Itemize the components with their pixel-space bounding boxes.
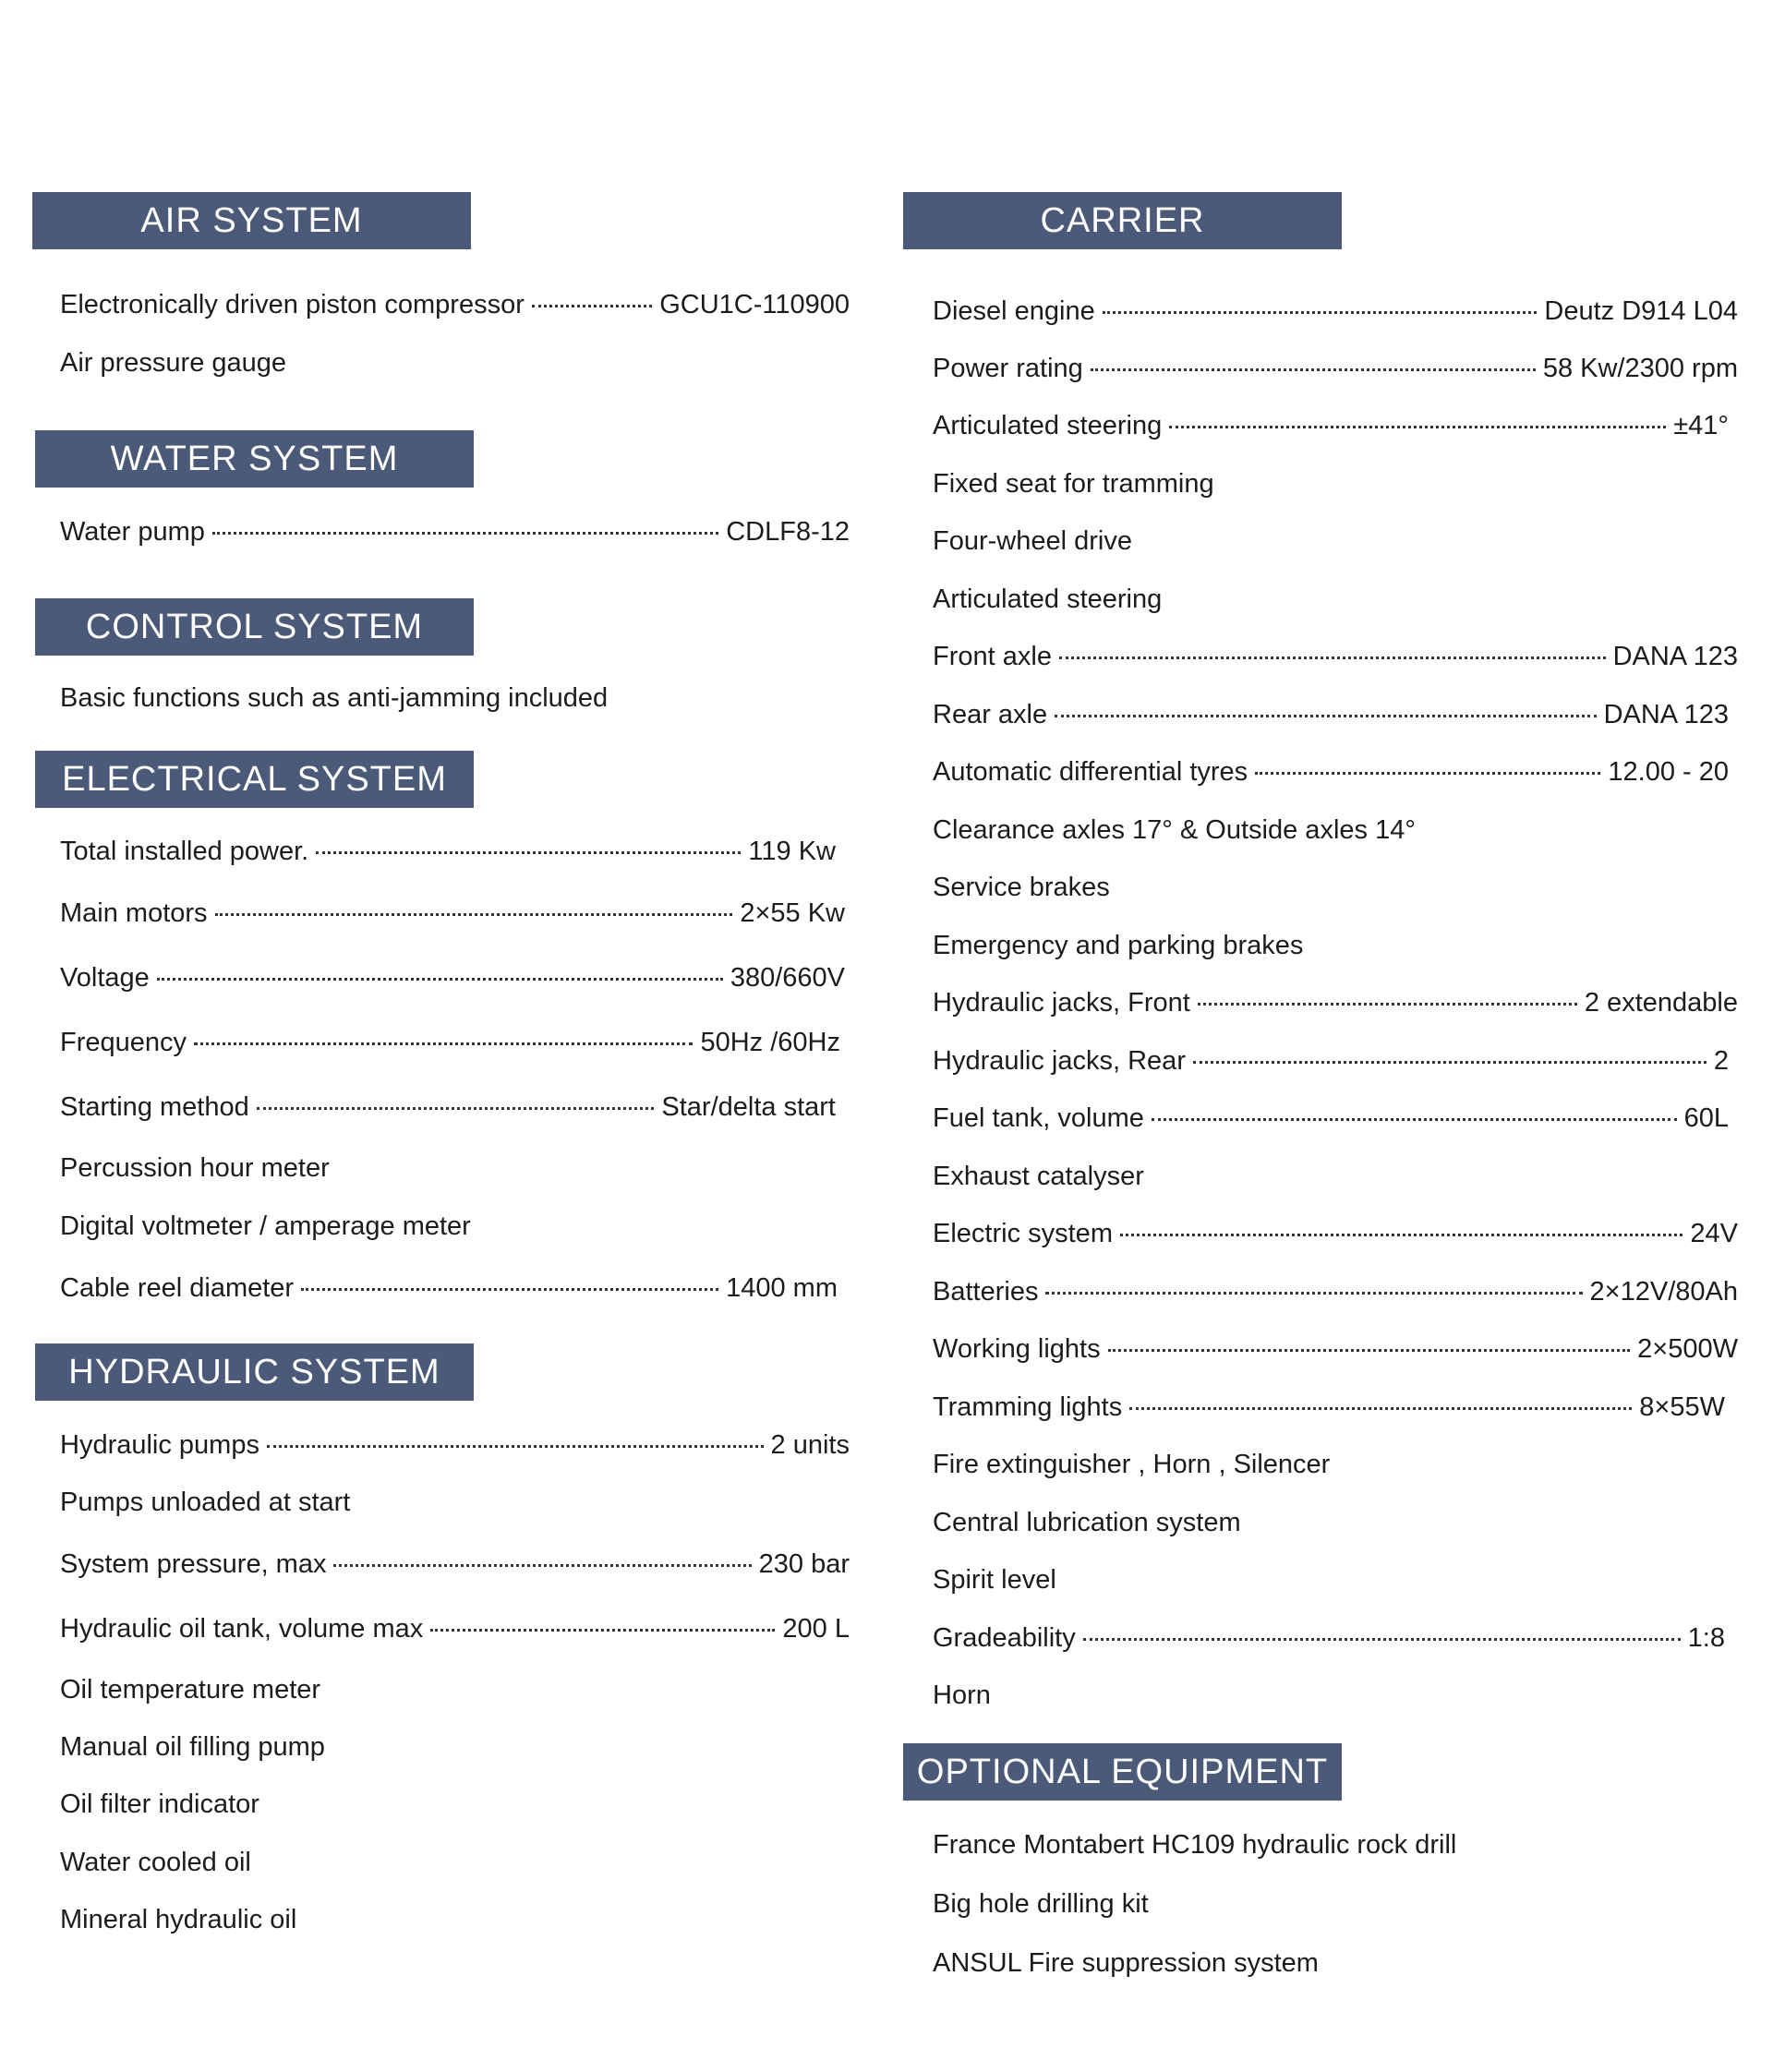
carrier-spec-row [933,407,1729,444]
spec-label: Hydraulic jacks, Rear [933,1046,1186,1076]
spec-label: Automatic differential tyres [933,757,1248,787]
electrical-spec-row [60,1270,838,1307]
carrier-spec-row [933,465,1214,502]
control-system-header: CONTROL SYSTEM [35,598,474,656]
dotted-leader [157,978,723,981]
hydraulic-spec-row [60,1671,320,1708]
spec-label: Rear axle [933,700,1048,729]
electrical-spec-row [60,1024,840,1061]
carrier-spec-row [933,1331,1738,1367]
carrier-spec-row [933,1504,1241,1541]
spec-label: Articulated steering [933,411,1163,440]
spec-label: Front axle [933,642,1052,671]
dotted-leader [301,1288,718,1291]
hydraulic-spec-row [60,1729,325,1765]
dotted-leader [1045,1292,1582,1295]
optional-equipment-header: OPTIONAL EQUIPMENT [903,1743,1342,1801]
carrier-header: CARRIER [903,192,1342,249]
carrier-spec-row [933,523,1132,560]
spec-label: Cable reel diameter [60,1273,295,1303]
carrier-spec-row [933,1620,1725,1656]
spec-label: Pumps unloaded at start [60,1488,351,1517]
hydraulic-spec-row [60,1786,259,1823]
spec-label: Electric system [933,1219,1113,1248]
dotted-leader [1083,1638,1681,1641]
spec-label: Working lights [933,1334,1101,1364]
carrier-spec-row [933,869,1110,906]
spec-value: 2 units [770,1430,850,1460]
dotted-leader [430,1629,775,1632]
carrier-spec-row [933,1215,1738,1252]
electrical-spec-row [60,895,845,932]
spec-label: Hydraulic pumps [60,1430,259,1460]
dotted-leader [1055,715,1596,717]
spec-label: Water cooled oil [60,1848,251,1877]
spec-value: 58 Kw/2300 rpm [1542,354,1738,383]
spec-label: Mineral hydraulic oil [60,1905,297,1934]
spec-label: Spirit level [933,1565,1056,1595]
spec-value: DANA 123 [1612,642,1738,671]
carrier-spec-row [933,293,1738,330]
dotted-leader [1169,426,1666,428]
electrical-spec-row [60,1089,836,1126]
dotted-leader [1193,1061,1707,1064]
dotted-leader [1198,1003,1577,1006]
spec-label: Fire extinguisher , Horn , Silencer [933,1450,1331,1479]
carrier-spec-row [933,696,1729,733]
spec-label: Manual oil filling pump [60,1732,325,1762]
carrier-spec-row [933,1677,991,1714]
hydraulic-spec-row [60,1844,251,1881]
spec-label: Frequency [60,1028,187,1057]
carrier-spec-row [933,581,1162,618]
spec-label: France Montabert HC109 hydraulic rock drill [933,1830,1457,1860]
carrier-spec-row [933,812,1416,849]
dotted-leader [194,1042,693,1045]
dotted-leader [212,532,718,535]
spec-label: Emergency and parking brakes [933,931,1304,960]
hydraulic-spec-row [60,1610,850,1647]
spec-value: 119 Kw [748,837,836,866]
air-spec-row [60,344,286,381]
dotted-leader [1120,1234,1683,1236]
dotted-leader [1152,1118,1677,1121]
carrier-spec-row [933,1042,1729,1079]
spec-label: Electronically driven piston compressor [60,290,525,319]
optional-spec-row [933,1885,1149,1922]
spec-value: ±41° [1673,411,1729,440]
spec-label: Gradeability [933,1623,1076,1653]
dotted-leader [215,913,733,916]
spec-label: Digital voltmeter / amperage meter [60,1211,471,1241]
spec-label: Fixed seat for tramming [933,469,1214,499]
dotted-leader [333,1564,751,1567]
spec-label: Clearance axles 17° & Outside axles 14° [933,815,1416,845]
spec-value: 230 bar [758,1549,850,1579]
spec-value: 50Hz /60Hz [700,1028,840,1057]
spec-label: Hydraulic oil tank, volume max [60,1614,424,1644]
spec-label: Air pressure gauge [60,348,287,378]
spec-label: Main motors [60,898,208,928]
optional-spec-row [933,1945,1319,1982]
spec-value: 1400 mm [726,1273,838,1303]
spec-label: System pressure, max [60,1549,327,1579]
spec-value: 2×12V/80Ah [1589,1277,1738,1307]
spec-value: 2 extendable [1584,988,1738,1018]
electrical-spec-row [60,959,845,996]
spec-value: 60L [1683,1103,1729,1133]
hydraulic-spec-row [60,1546,850,1583]
carrier-spec-row [933,1100,1729,1137]
spec-label: Total installed power. [60,837,309,866]
carrier-spec-row [933,984,1738,1021]
hydraulic-spec-row [60,1901,296,1938]
spec-label: Starting method [60,1092,249,1122]
spec-value: 200 L [782,1614,850,1644]
hydraulic-system-header: HYDRAULIC SYSTEM [35,1343,474,1401]
spec-value: 24V [1690,1219,1738,1248]
carrier-spec-row [933,1158,1144,1195]
spec-label: Articulated steering [933,584,1163,614]
hydraulic-spec-row [60,1484,350,1521]
spec-label: Power rating [933,354,1083,383]
spec-value: 1:8 [1687,1623,1725,1653]
spec-label: Four-wheel drive [933,526,1132,556]
carrier-spec-row [933,1389,1725,1426]
spec-label: Big hole drilling kit [933,1889,1149,1919]
air-spec-row [60,286,850,323]
spec-value: GCU1C-110900 [659,290,850,319]
electrical-spec-row [60,1150,330,1187]
spec-label: Fuel tank, volume [933,1103,1144,1133]
spec-label: Exhaust catalyser [933,1162,1144,1191]
control-spec-row [60,680,608,717]
spec-value: 2×55 Kw [740,898,845,928]
air-system-header: AIR SYSTEM [32,192,471,249]
hydraulic-spec-row [60,1427,850,1464]
electrical-spec-row [60,1208,471,1245]
dotted-leader [1059,657,1606,659]
spec-label: Water pump [60,517,205,547]
spec-label: Basic functions such as anti-jamming included [60,683,609,713]
spec-label: Hydraulic jacks, Front [933,988,1190,1018]
spec-value: 8×55W [1639,1392,1725,1422]
spec-value: Star/delta start [661,1092,836,1122]
dotted-leader [267,1445,764,1448]
carrier-spec-row [933,927,1303,964]
dotted-leader [1108,1349,1631,1352]
spec-label: Central lubrication system [933,1508,1241,1537]
carrier-spec-row [933,350,1738,387]
spec-value: CDLF8-12 [726,517,850,547]
spec-label: Batteries [933,1277,1039,1307]
spec-value: 380/660V [730,963,845,993]
spec-label: Tramming lights [933,1392,1123,1422]
water-system-header: WATER SYSTEM [35,430,474,488]
dotted-leader [1129,1407,1632,1410]
spec-value: 2 [1713,1046,1729,1076]
water-spec-row [60,513,850,550]
spec-label: Oil filter indicator [60,1789,259,1819]
carrier-spec-row [933,1273,1738,1310]
carrier-spec-row [933,753,1729,790]
carrier-spec-row [933,638,1738,675]
spec-value: 2×500W [1637,1334,1738,1364]
dotted-leader [1103,311,1538,314]
dotted-leader [316,851,741,854]
carrier-spec-row [933,1446,1330,1483]
optional-spec-row [933,1826,1456,1863]
dotted-leader [257,1107,655,1110]
spec-label: Percussion hour meter [60,1153,330,1183]
electrical-spec-row [60,833,836,870]
spec-value: Deutz D914 L04 [1544,296,1738,326]
spec-label: Oil temperature meter [60,1675,321,1705]
spec-label: Diesel engine [933,296,1095,326]
spec-label: Voltage [60,963,150,993]
electrical-system-header: ELECTRICAL SYSTEM [35,751,474,808]
dotted-leader [1091,368,1536,371]
spec-label: Horn [933,1680,991,1710]
dotted-leader [1255,772,1600,775]
carrier-spec-row [933,1561,1056,1598]
spec-value: 12.00 - 20 [1608,757,1729,787]
spec-label: ANSUL Fire suppression system [933,1948,1319,1978]
spec-label: Service brakes [933,873,1110,902]
dotted-leader [532,305,652,307]
spec-value: DANA 123 [1603,700,1729,729]
